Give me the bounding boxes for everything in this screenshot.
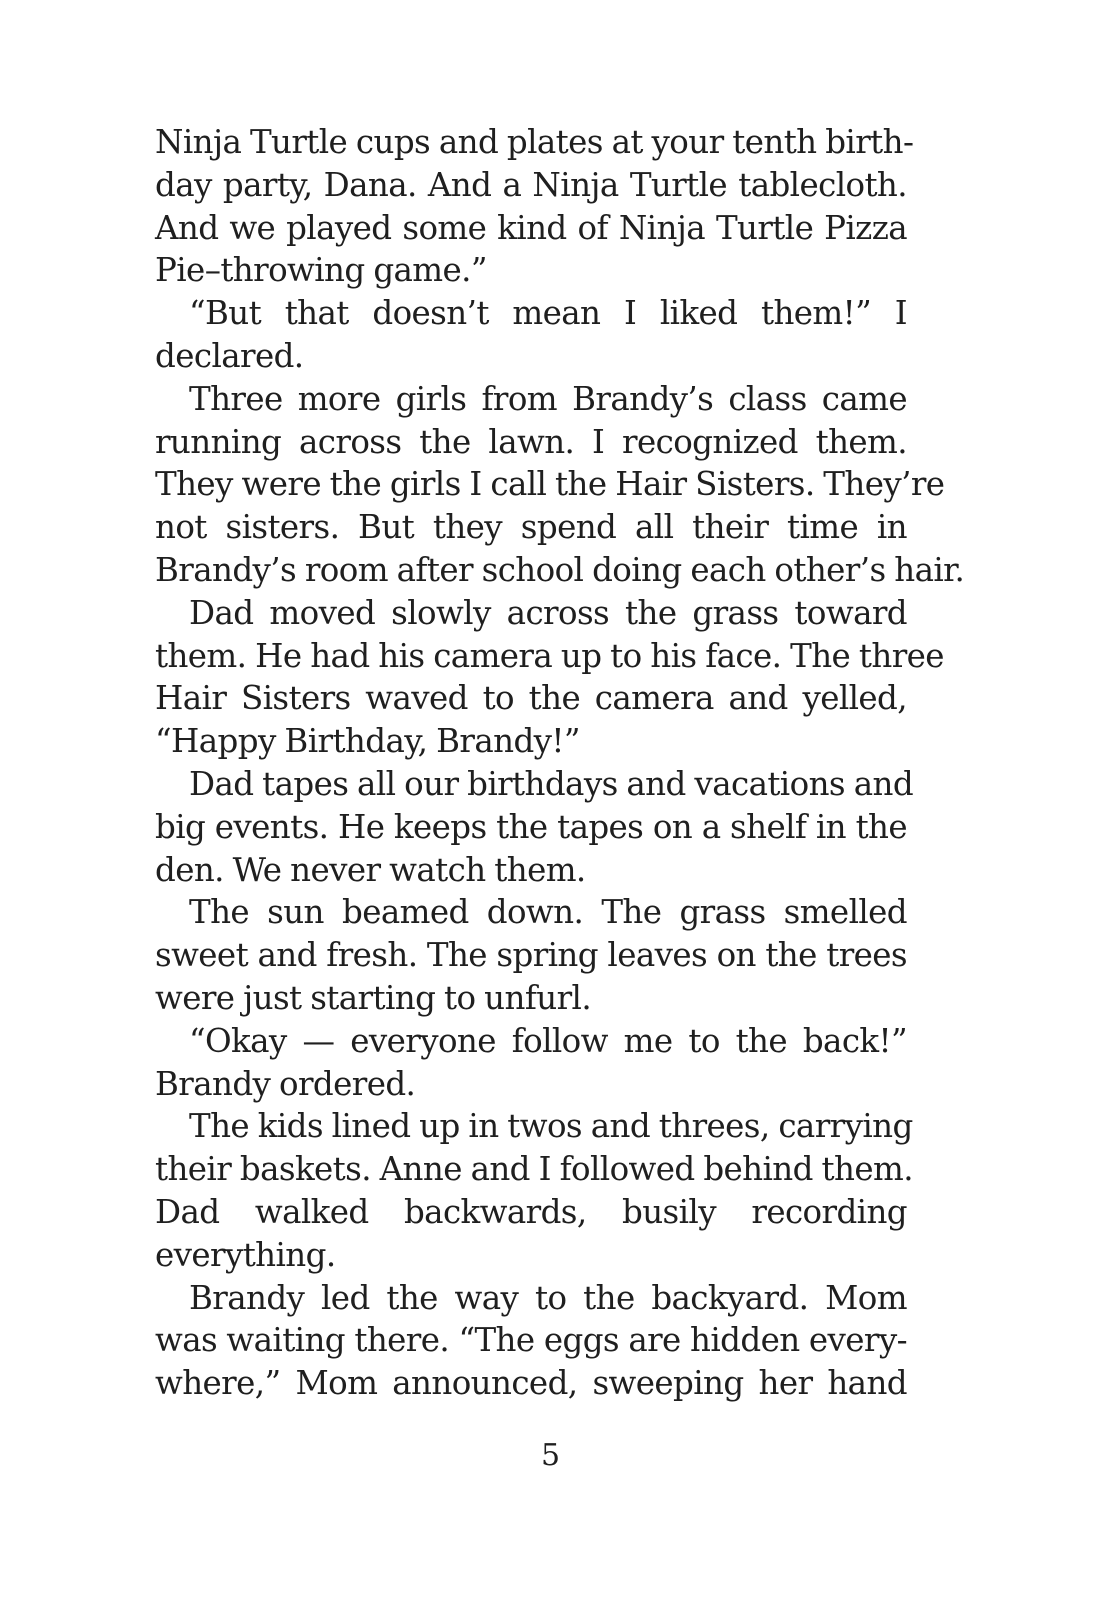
text-line: “Happy Birthday, Brandy!” — [155, 722, 580, 761]
text-line: where,” Mom announced, sweeping her hand — [155, 1364, 907, 1403]
text-line: Hair Sisters waved to the camera and yelled, — [155, 679, 907, 718]
paragraph-3 — [155, 378, 965, 592]
text-line: not sisters. But they spend all their time in — [155, 508, 907, 547]
paragraph-6 — [155, 891, 907, 1019]
text-line: “Okay — everyone follow me to the back!” — [189, 1021, 907, 1060]
text-line: Brandy led the way to the backyard. Mom — [189, 1278, 907, 1317]
text-line: Ninja Turtle cups and plates at your tenth birth- — [155, 123, 914, 161]
text-line: The sun beamed down. The grass smelled — [189, 893, 907, 932]
text-line: sweet and fresh. The spring leaves on the trees — [155, 936, 907, 975]
paragraph-9 — [155, 1277, 907, 1405]
text-line: their baskets. Anne and I followed behind them. — [155, 1150, 913, 1189]
text-line: them. He had his camera up to his face. The three — [155, 636, 944, 675]
text-line: everything. — [155, 1235, 336, 1274]
text-line: They were the girls I call the Hair Sisters. They’re — [155, 465, 945, 504]
paragraph-7 — [155, 1020, 907, 1106]
body-text — [155, 121, 965, 1405]
text-line: were just starting to unfurl. — [155, 978, 592, 1017]
paragraph-5 — [155, 763, 914, 891]
text-line: day party, Dana. And a Ninja Turtle tablecloth. — [155, 165, 907, 204]
page-number: 5 — [540, 1438, 561, 1473]
text-line: Dad tapes all our birthdays and vacations and — [189, 764, 914, 803]
paragraph-4 — [155, 592, 944, 763]
text-line: big events. He keeps the tapes on a shelf in the — [155, 807, 907, 846]
paragraph-8 — [155, 1105, 913, 1276]
text-line: declared. — [155, 336, 304, 375]
text-line: Dad walked backwards, busily recording — [155, 1192, 907, 1231]
text-line: was waiting there. “The eggs are hidden every- — [155, 1321, 907, 1360]
text-line: Three more girls from Brandy’s class came — [189, 379, 907, 418]
text-line: Brandy’s room after school doing each other’s hair. — [155, 550, 965, 589]
text-line: running across the lawn. I recognized them. — [155, 422, 907, 461]
text-line: And we played some kind of Ninja Turtle Pizza — [155, 208, 907, 247]
text-line: Pie–throwing game.” — [155, 251, 487, 290]
text-line: Dad moved slowly across the grass toward — [189, 593, 907, 632]
paragraph-1 — [155, 121, 914, 292]
text-line: den. We never watch them. — [155, 850, 586, 889]
text-line: Brandy ordered. — [155, 1064, 416, 1103]
paragraph-2 — [155, 292, 907, 378]
text-line: “But that doesn’t mean I liked them!” I — [189, 294, 907, 333]
text-line: The kids lined up in twos and threes, carrying — [189, 1107, 913, 1146]
